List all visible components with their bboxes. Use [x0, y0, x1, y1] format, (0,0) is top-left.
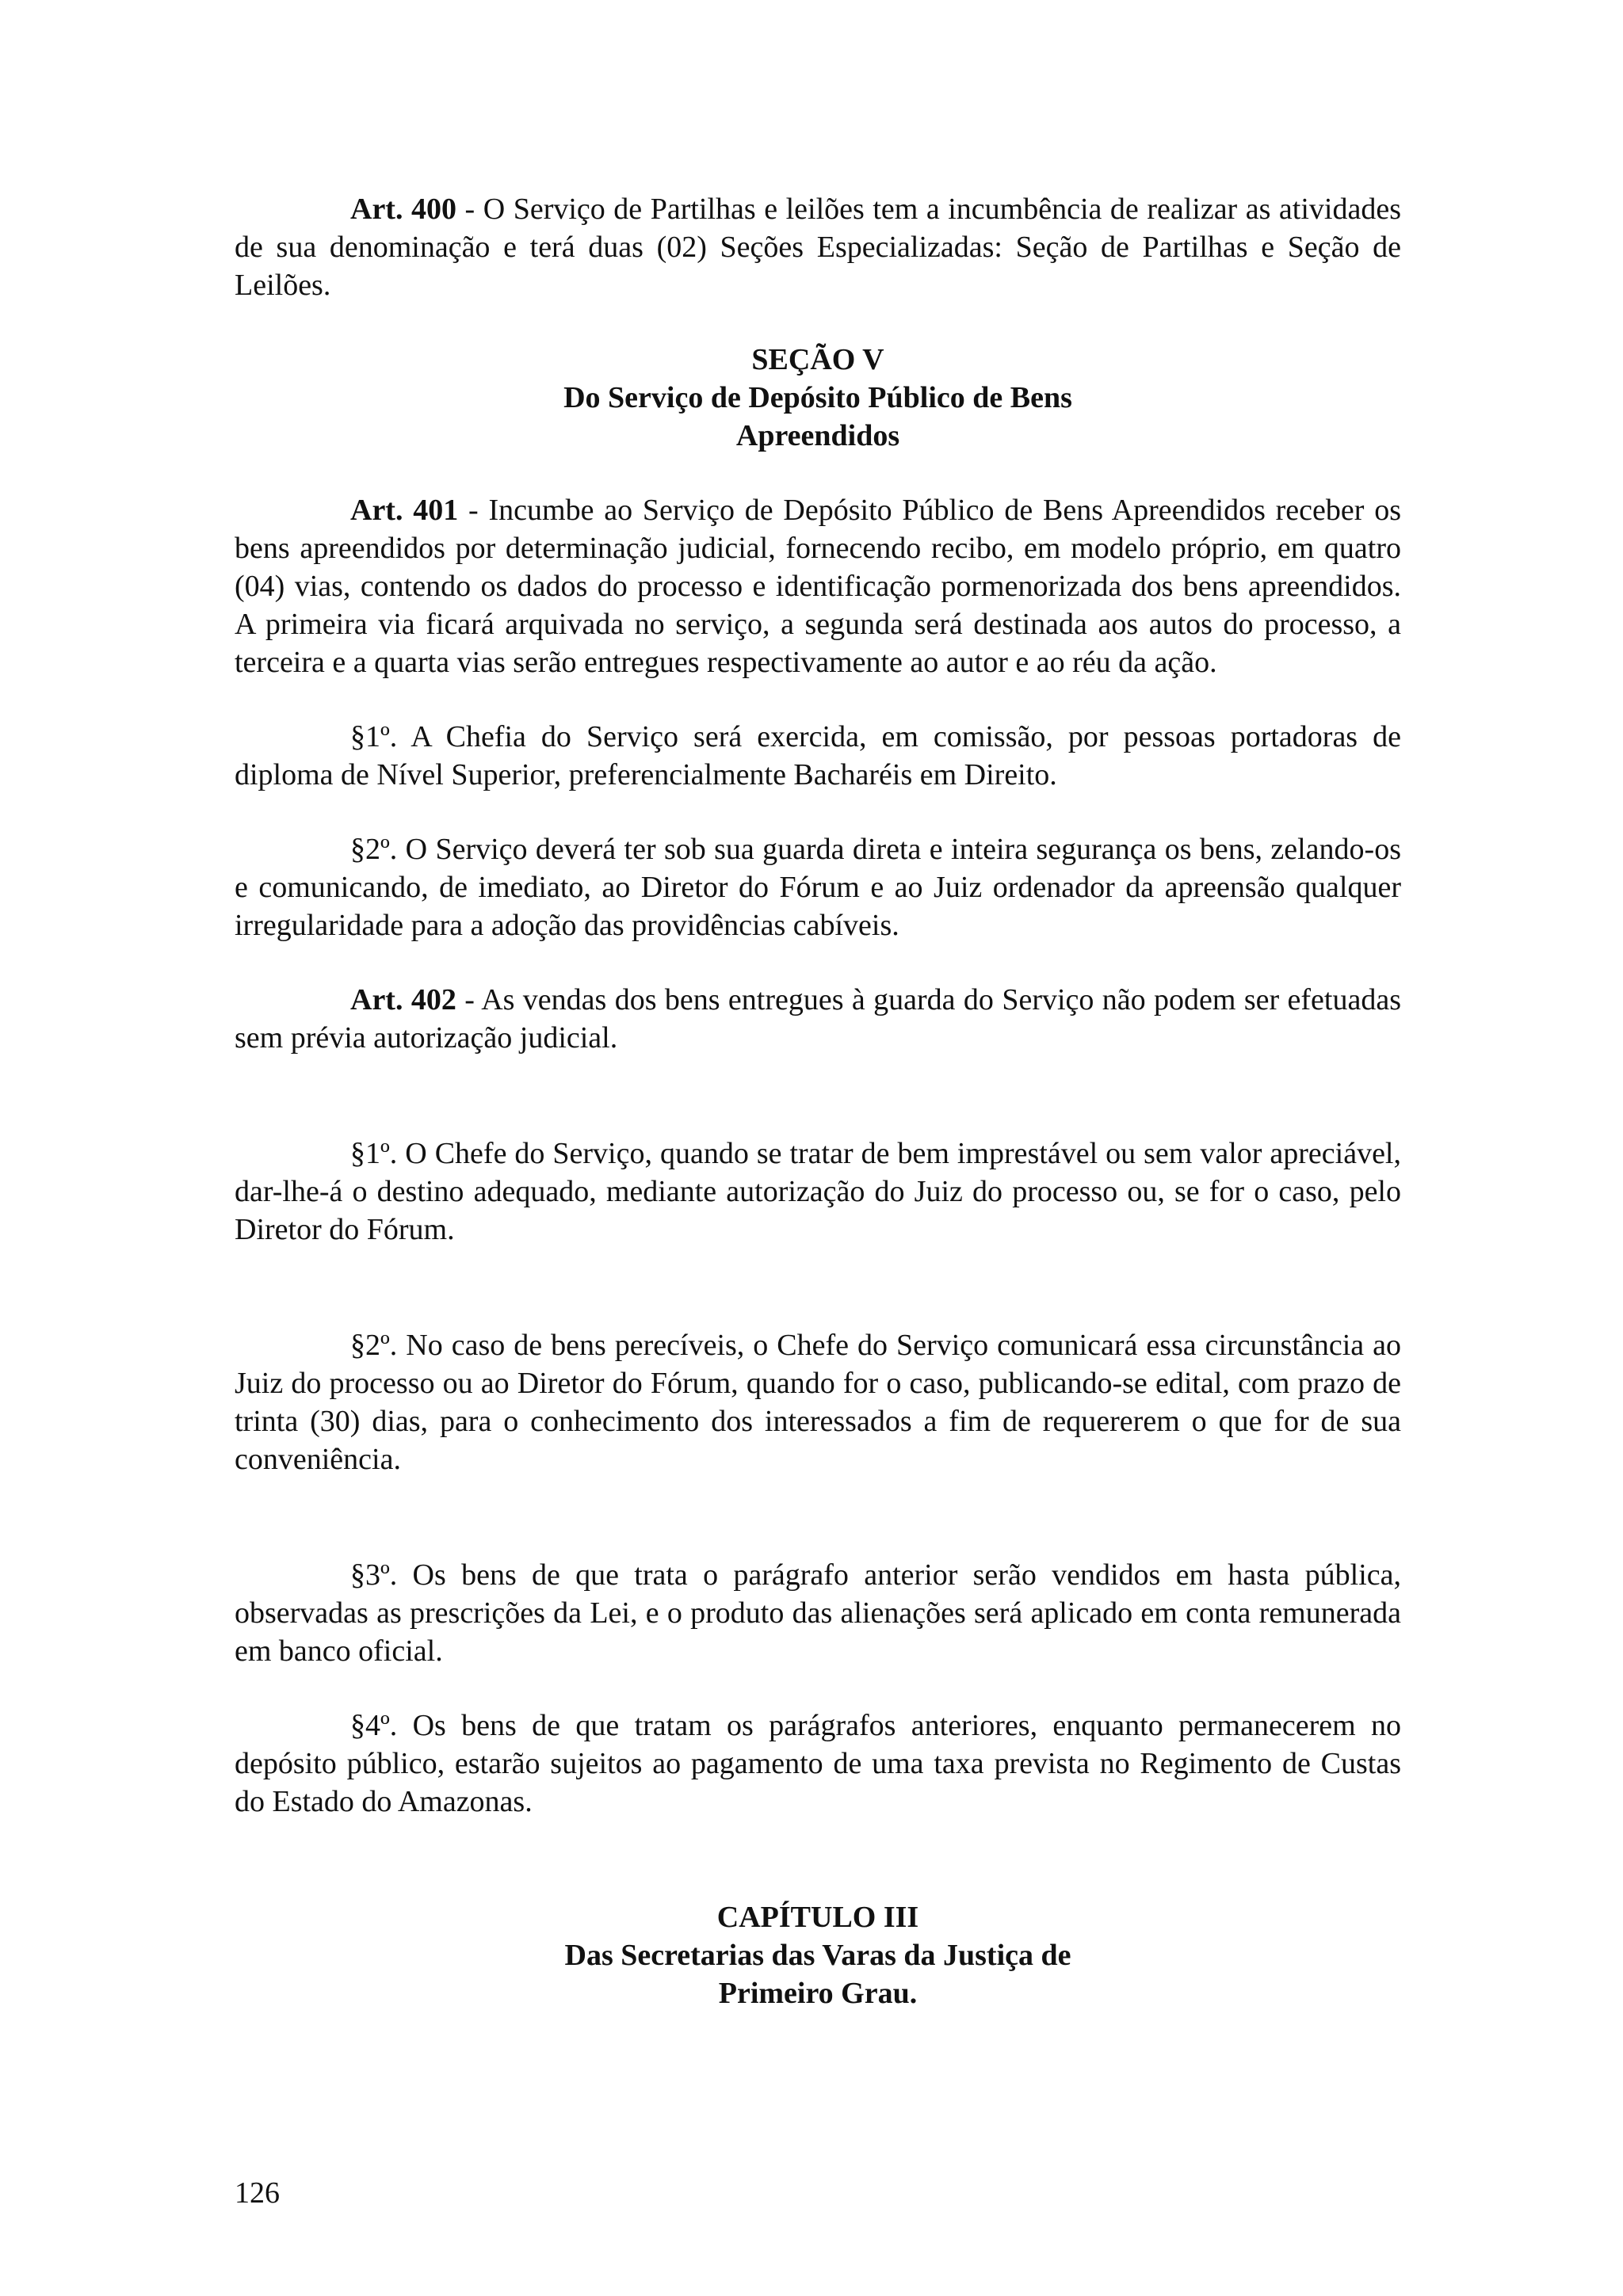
art-400-label: Art. 400: [350, 193, 456, 226]
art-400-paragraph: [235, 190, 1401, 304]
secao-v-subtitle-line2: Apreendidos: [735, 419, 900, 452]
art-402-par1: §1º. O Chefe do Serviço, quando se tratar de bem imprestável ou sem valor apreciável, dar-lhe-á o destino adequado, mediante autorização do Juiz do processo ou, se for o caso, pelo Diretor do Fórum.: [235, 1137, 1401, 1246]
art-402-par2: §2º. No caso de bens perecíveis, o Chefe do Serviço comunicará essa circunstância ao Juiz do processo ou ao Diretor do Fórum, quando for o caso, publicando-se edital, com prazo de trinta (30) dias, para o conhecimento dos interessados a fim de requererem o que for de sua conveniência.: [235, 1329, 1401, 1476]
capitulo-iii-heading: [235, 1898, 1401, 2012]
capitulo-iii-subtitle-line1: Das Secretarias das Varas da Justiça de: [564, 1939, 1071, 1972]
secao-v-title: SEÇÃO V: [751, 343, 884, 376]
art-401-label: Art. 401: [350, 494, 459, 527]
document-page: [235, 190, 1401, 2012]
art-401-par1: §1º. A Chefia do Serviço será exercida, em comissão, por pessoas portadoras de diploma de Nível Superior, preferencialmente Bacharéis em Direito.: [235, 720, 1401, 791]
art-402-label: Art. 402: [350, 983, 456, 1016]
art-401-par2: §2º. O Serviço deverá ter sob sua guarda direta e inteira segurança os bens, zelando-os e comunicando, de imediato, ao Diretor do Fórum e ao Juiz ordenador da apreensão qualquer irregularidade para a adoção das providências cabíveis.: [235, 833, 1401, 942]
art-401-paragraph: [235, 491, 1401, 681]
art-400-text: - O Serviço de Partilhas e leilões tem a incumbência de realizar as atividades de sua denominação e terá duas (02) Seções Especializadas: Seção de Partilhas e Seção de Leilões.: [235, 193, 1401, 302]
capitulo-iii-subtitle-line2: Primeiro Grau.: [718, 1977, 918, 2010]
capitulo-iii-title: CAPÍTULO III: [716, 1901, 919, 1934]
secao-v-heading: [235, 341, 1401, 455]
secao-v-subtitle-line1: Do Serviço de Depósito Público de Bens: [563, 381, 1072, 414]
page-number: 126: [235, 2176, 280, 2210]
art-402-text: - As vendas dos bens entregues à guarda do Serviço não podem ser efetuadas sem prévia autorização judicial.: [235, 983, 1401, 1055]
art-401-text: - Incumbe ao Serviço de Depósito Público de Bens Apreendidos receber os bens apreendidos por determinação judicial, fornecendo recibo, em modelo próprio, em quatro (04) vias, contendo os dados do processo e identificação pormenorizada dos bens apreendidos. A primeira via ficará arquivada no serviço, a segunda será destinada aos autos do processo, a terceira e a quarta vias serão entregues respectivamente ao autor e ao réu da ação.: [235, 494, 1401, 679]
art-402-par3: §3º. Os bens de que trata o parágrafo anterior serão vendidos em hasta pública, observadas as prescrições da Lei, e o produto das alienações será aplicado em conta remunerada em banco oficial.: [235, 1558, 1401, 1668]
art-402-paragraph: [235, 981, 1401, 1057]
art-402-par4: §4º. Os bens de que tratam os parágrafos anteriores, enquanto permanecerem no depósito público, estarão sujeitos ao pagamento de uma taxa prevista no Regimento de Custas do Estado do Amazonas.: [235, 1709, 1401, 1818]
